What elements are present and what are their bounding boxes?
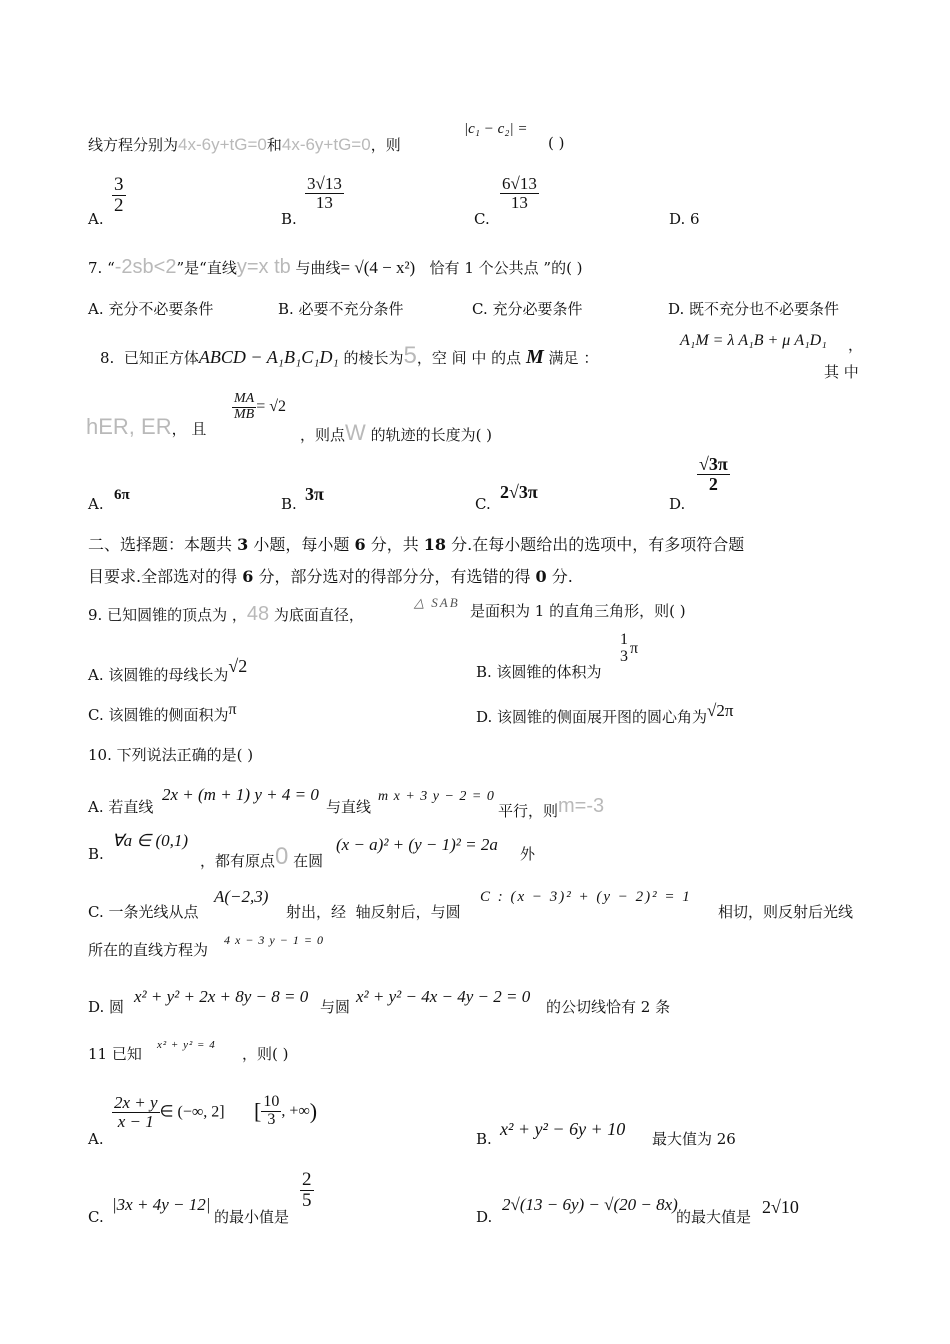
q10-a-eq1: 2x + (m + 1) y + 4 = 0 [162, 785, 319, 804]
q10-opt-d: D. 圆 [88, 998, 125, 1016]
q11-opt-a-label: A. [88, 1130, 104, 1148]
q8-point-m: M [525, 346, 544, 368]
q11-stem-b: ，则( ) [242, 1045, 289, 1063]
q8-opt-c: 2√3π [500, 482, 538, 502]
q10-a-t2: 与直线 [326, 798, 372, 816]
q10-b-t3: 外 [520, 845, 536, 863]
q8-opt-d: $\frac{√3\pi}{2}$ [699, 454, 728, 494]
section2-line2: 目要求.全部选对的得 6 分，部分选对的得部分分，有选错的得 0 分. [88, 567, 573, 586]
q7-opt-a: A. 充分不必要条件 [88, 300, 214, 318]
q10-c-t2: 射出，经 轴反射后，与圆 [286, 903, 461, 921]
q6-opt-c-label: C. [474, 210, 490, 228]
q10-b-t1: ，都有原点0 在圆 [200, 843, 324, 870]
q8-where: 其 中 [824, 363, 859, 381]
q11-given: x² + y² = 4 [157, 1039, 216, 1051]
q8-stem-1: 8. 已知正方体ABCD − A₁B₁C₁D₁ 的棱长为5，空 间 中 的点 M 满足 ： [100, 342, 599, 369]
q8-opt-b: 3π [305, 484, 324, 504]
q9-opt-b-val: 1 3 π [620, 631, 639, 665]
q7-cond: -2sb<2 [114, 256, 177, 278]
q9-opt-c: C. 该圆锥的侧面积为π [88, 701, 237, 724]
q6-opt-c: $\frac{6√13}{13}$ [502, 174, 537, 212]
q10-opt-a: A. 若直线 [88, 798, 154, 816]
q10-d-t3: 的公切线恰有 2 条 [546, 998, 671, 1016]
q6-eq2: 4x-6y+tG=0 [281, 135, 371, 154]
q7-stem: 7. “-2sb<2”是“直线y=x tb 与曲线= √(4 − x²) 恰有 1 个公共点 ”的( ) [88, 256, 583, 278]
q10-d-t2: 与圆 [320, 998, 351, 1016]
q10-a-eq2: m x + 3 y − 2 = 0 [378, 789, 495, 804]
q11-opt-b-label: B. [476, 1130, 492, 1148]
q11-opt-d-label: D. [476, 1208, 493, 1226]
q8-opt-a: 6π [114, 487, 130, 503]
q10-b-circle: (x − a)² + (y − 1)² = 2a [336, 835, 498, 854]
q10-d-eq1: x² + y² + 2x + 8y − 8 = 0 [134, 987, 309, 1006]
q10-c-circle: C : (x − 3)² + (y − 2)² = 1 [480, 889, 692, 905]
q10-c-line: 4 x − 3 y − 1 = 0 [224, 933, 324, 947]
q8-opt-a-label: A. [88, 495, 104, 513]
q10-d-eq2: x² + y² − 4x − 4y − 2 = 0 [356, 987, 531, 1006]
q6-blank: ( ) [548, 134, 565, 152]
q6-opt-b: $\frac{3√13}{13}$ [307, 174, 342, 212]
q11-opt-c-text: 的最小值是 [214, 1208, 290, 1226]
q8-cube: ABCD − A₁B₁C₁D₁ [198, 347, 339, 367]
q6-opt-a: $\frac{3}{2}$ [114, 174, 124, 216]
q9-opt-a: A. 该圆锥的母线长为√2 [88, 656, 248, 684]
q8-stem-3: ，则点W 的轨迹的长度为( ) [300, 420, 493, 445]
q8-point-w: W [345, 420, 366, 445]
q11-stem: 11 已知 [88, 1045, 142, 1063]
q10-a-gray: m=-3 [558, 795, 605, 817]
q11-opt-b-text: 最大值为 26 [652, 1130, 736, 1148]
q9-stem: 9. 已知圆锥的顶点为 ，48 为底面直径， [88, 603, 364, 625]
q9-triangle: △ SAB [414, 595, 460, 610]
q10-a-t3: 平行，则m=-3 [498, 795, 605, 820]
q11-opt-c-label: C. [88, 1208, 104, 1226]
q7-opt-b: B. 必要不充分条件 [278, 300, 404, 318]
q9-opt-d: D. 该圆锥的侧面展开图的圆心角为√2π [476, 701, 734, 726]
q7-line: y=x tb [236, 256, 291, 278]
q11-opt-b-expr: x² + y² − 6y + 10 [500, 1119, 626, 1139]
q9-gray-48: 48 [246, 603, 270, 625]
q6-opt-d: D. 6 [669, 210, 700, 228]
q6-opt-b-label: B. [281, 210, 297, 228]
q8-comma: ， [848, 336, 864, 354]
q11-opt-c-expr: |3x + 4y − 12| [112, 1195, 211, 1214]
q9-opt-b: B. 该圆锥的体积为 [476, 663, 602, 681]
q11-opt-a: $\frac{2x + y}{x - 1}$ ∈ (−∞, 2] [114, 1093, 225, 1131]
q11-opt-d-text: 的最大值是 [676, 1208, 752, 1226]
q10-opt-c: C. 一条光线从点 [88, 903, 199, 921]
q6-opt-a-label: A. [88, 210, 104, 228]
q7-opt-d: D. 既不充分也不必要条件 [668, 300, 840, 318]
q6-expr: |c₁ − c₂| = [464, 121, 528, 137]
q7-opt-c: C. 充分必要条件 [472, 300, 583, 318]
q10-b-origin: 0 [275, 843, 289, 870]
q7-curve: = √(4 − x²) [340, 258, 416, 277]
q8-gray-cond: hER, ER [86, 414, 172, 439]
q6-stem: 线方程分别为4x-6y+tG=0和4x-6y+tG=0，则 [88, 135, 401, 154]
q11-opt-a-union: [ $\frac{10}{3}$ , +∞) [254, 1093, 318, 1128]
q10-c-t4: 相切，则反射后光线 [718, 903, 854, 921]
q11-opt-c-val: $\frac{2}{5}$ [302, 1169, 312, 1211]
q11-opt-d-val: 2√10 [762, 1197, 799, 1217]
section2-line1: 二、选择题：本题共 3 小题，每小题 6 分，共 18 分.在每小题给出的选项中，有多项符合题 [88, 535, 745, 554]
q10-stem: 10. 下列说法正确的是( ) [88, 746, 254, 764]
q10-b-quant: ∀a ∈ (0,1) [112, 831, 189, 850]
q8-edge: 5 [403, 342, 417, 369]
q9-stem-2: 是面积为 1 的直角三角形，则( ) [470, 602, 686, 620]
q8-opt-b-label: B. [281, 495, 297, 513]
q10-c-t5: 所在的直线方程为 [88, 941, 209, 959]
q10-opt-b-label: B. [88, 845, 104, 863]
q8-stem-2: hER, ER， 且 [86, 414, 207, 439]
q6-eq1: 4x-6y+tG=0 [178, 135, 267, 154]
q8-opt-c-label: C. [475, 495, 491, 513]
q8-opt-d-label: D. [669, 495, 686, 513]
q10-c-point: A(−2,3) [214, 887, 269, 906]
q8-vector-eq: A₁M = λ A₁B + μ A₁D₁ [680, 332, 827, 349]
q8-ratio: $\frac{MA}{MB}$ = √2 [234, 391, 287, 422]
q11-opt-d-expr: 2√(13 − 6y) − √(20 − 8x) [502, 1195, 678, 1214]
